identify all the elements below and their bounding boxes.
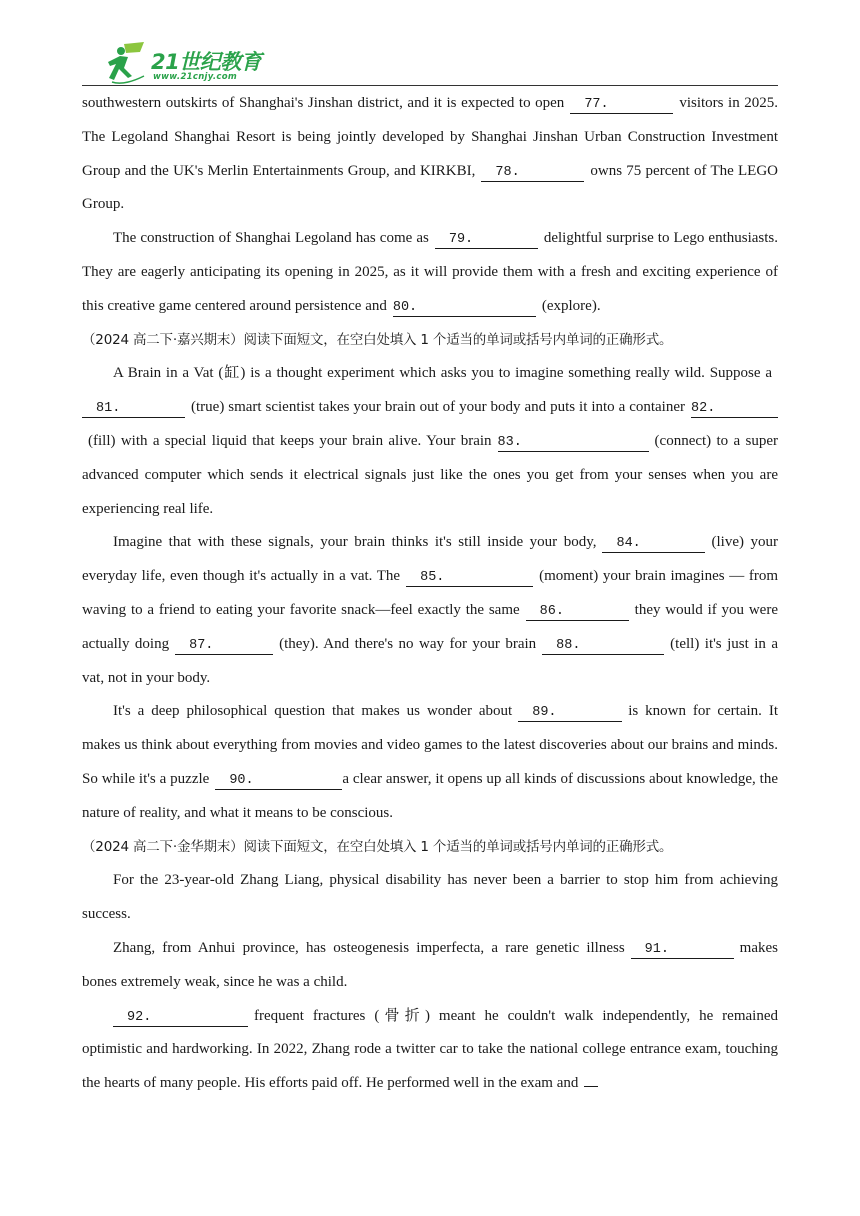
blank-91[interactable]: 91. <box>631 941 734 959</box>
logo-text: 21世纪教育 <box>151 50 262 74</box>
paragraph: The construction of Shanghai Legoland has come as 79. delightful surprise to Lego enthusiasts. They are eagerly anticipating its opening in 2025, as it will provide them with a fresh and exciting experience of this creative game centered around persistence and 80. (explore). <box>82 230 778 315</box>
document-body <box>82 87 778 1101</box>
paragraph: A Brain in a Vat (缸) is a thought experiment which asks you to imagine something really wild. Suppose a81. (true) smart scientist takes your brain out of your body and puts it into a container 82.(fill) with a special liquid that keeps your brain alive. Your brain 83. (connect) to a super advanced computer which sends it electrical signals just like the ones you get from your senses when you are experiencing real life. <box>82 365 778 517</box>
paragraph: For the 23-year-old Zhang Liang, physical disability has never been a barrier to stop him from achieving success. <box>82 872 778 923</box>
blank-84[interactable]: 84. <box>602 535 705 553</box>
blank-88[interactable]: 88. <box>542 637 664 655</box>
paragraph: Zhang, from Anhui province, has osteogenesis imperfecta, a rare genetic illness 91. makes bones extremely weak, since he was a child. <box>82 939 778 990</box>
blank-81[interactable]: 81. <box>82 400 185 418</box>
paragraph: Imagine that with these signals, your brain thinks it's still inside your body, 84. (live) your everyday life, even though it's actually in a vat. The 85. (moment) your brain imagines — from waving to a friend to eating your favorite snack—feel exactly the same 86. they would if you were actually doing 87. (they). And there's no way for your brain 88. (tell) it's just in a vat, not in your body. <box>82 534 779 686</box>
blank-77[interactable]: 77. <box>570 96 673 114</box>
page-header <box>82 38 778 86</box>
blank-90[interactable]: 90. <box>215 772 342 790</box>
blank-83[interactable]: 83. <box>498 434 649 452</box>
source-note: （2024 高二下·金华期末）阅读下面短文，在空白处填入 1 个适当的单词或括号内单词的正确形式。 <box>82 838 673 855</box>
blank-85[interactable]: 85. <box>406 569 533 587</box>
blank-82[interactable]: 82. <box>691 400 778 418</box>
logo <box>104 42 264 84</box>
paragraph: It's a deep philosophical question that makes us wonder about 89. is known for certain. It makes us think about everything from movies and video games to the latest discoveries about our brains and minds. So while it's a puzzle 90. a clear answer, it opens up all kinds of discussions about knowledge, the nature of reality, and what it means to be conscious. <box>82 703 779 821</box>
blank-89[interactable]: 89. <box>518 704 622 722</box>
blank-93[interactable] <box>584 1086 598 1087</box>
blank-86[interactable]: 86. <box>526 603 629 621</box>
source-note: （2024 高二下·嘉兴期末）阅读下面短文，在空白处填入 1 个适当的单词或括号内单词的正确形式。 <box>82 331 673 348</box>
blank-80[interactable]: 80. <box>393 299 536 317</box>
blank-87[interactable]: 87. <box>175 637 273 655</box>
paragraph: 92. frequent fractures (骨折) meant he couldn't walk independently, he remained optimistic and hardworking. In 2022, Zhang rode a twitter car to take the national college entrance exam, touching the hearts of many people. His efforts paid off. He performed well in the exam and <box>82 1007 778 1092</box>
blank-79[interactable]: 79. <box>435 231 538 249</box>
paragraph: southwestern outskirts of Shanghai's Jinshan district, and it is expected to open 77. visitors in 2025. The Legoland Shanghai Resort is being jointly developed by Shanghai Jinshan Urban Construction Investment Group and the UK's Merlin Entertainments Group, and KIRKBI, 78. owns 75 percent of The LEGO Group. <box>82 95 779 213</box>
header-divider <box>82 85 778 86</box>
logo-url: www.21cnjy.com <box>153 72 237 82</box>
blank-78[interactable]: 78. <box>481 164 584 182</box>
running-figure-icon <box>104 42 150 84</box>
blank-92[interactable]: 92. <box>113 1009 248 1027</box>
